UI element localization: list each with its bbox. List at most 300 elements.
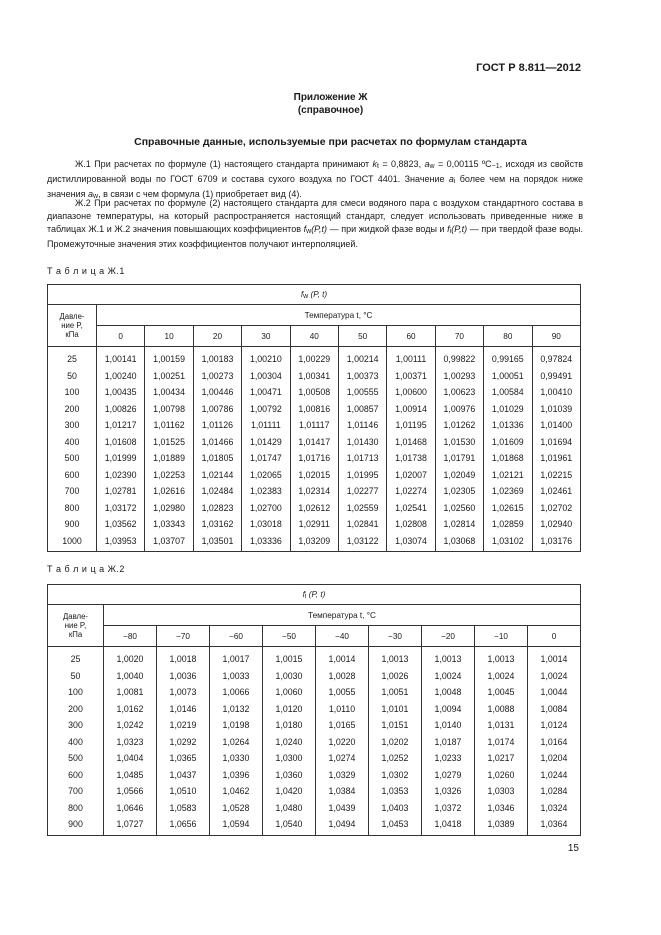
value-cell: 1,0485 (104, 767, 157, 784)
temperature-column-header: −30 (369, 626, 422, 647)
temperature-column-header: 20 (193, 326, 241, 347)
value-cell: 1,0242 (104, 717, 157, 734)
value-cell: 1,0365 (157, 750, 210, 767)
table-row (48, 483, 581, 500)
table-row (48, 417, 581, 434)
symbol-fi-sub: i (449, 228, 452, 235)
table-row (48, 734, 581, 751)
pressure-cell: 300 (48, 417, 97, 434)
paragraph-zh2 (47, 197, 583, 251)
value-cell: 1,03122 (338, 533, 386, 552)
value-cell: 1,0646 (104, 800, 157, 817)
value-cell: 1,0018 (157, 647, 210, 668)
value-cell: 1,0101 (369, 701, 422, 718)
value-cell: 1,00976 (435, 401, 483, 418)
value-cell: 1,01889 (145, 450, 193, 467)
temperature-column-header: 50 (338, 326, 386, 347)
value-cell: 1,02390 (97, 467, 145, 484)
pressure-cell: 100 (48, 684, 104, 701)
value-cell: 1,0330 (210, 750, 263, 767)
pressure-label-line: кПа (68, 630, 83, 639)
pressure-cell: 900 (48, 816, 104, 835)
value-cell: 1,03707 (145, 533, 193, 552)
value-cell: 1,0324 (528, 800, 581, 817)
pressure-cell: 600 (48, 467, 97, 484)
pressure-cell: 50 (48, 668, 104, 685)
value-cell: 1,02823 (193, 500, 241, 517)
value-cell: 1,00251 (145, 368, 193, 385)
value-cell: 1,0346 (475, 800, 528, 817)
temperature-column-header: −10 (475, 626, 528, 647)
text-run: Ж.2 При расчетах по формуле (2) настоящего стандарта для смеси водяного пара с воздухом стандартного состава в диапазоне температуры, на который распространяется настоящий стандарт, следует использовать приведенные ниже в таблицах Ж.1 и Ж.2 значения повышающих коэффициентов (47, 198, 583, 234)
value-cell: 1,01117 (290, 417, 338, 434)
value-cell: 1,0151 (369, 717, 422, 734)
value-cell: 1,00584 (484, 384, 532, 401)
value-cell: 1,0389 (475, 816, 528, 835)
value-cell: 1,0303 (475, 783, 528, 800)
value-cell: 1,00141 (97, 347, 145, 368)
value-cell: 1,00857 (338, 401, 386, 418)
value-cell: 1,0024 (475, 668, 528, 685)
value-cell: 1,00555 (338, 384, 386, 401)
symbol-fi-args: (P,t) (451, 224, 468, 234)
table-row (48, 434, 581, 451)
value-cell: 1,0364 (528, 816, 581, 835)
value-cell: 1,00111 (387, 347, 435, 368)
value-cell: 1,0403 (369, 800, 422, 817)
value-cell: 1,02065 (242, 467, 290, 484)
pressure-cell: 200 (48, 701, 104, 718)
temperature-column-header: 40 (290, 326, 338, 347)
annex-title: Приложение Ж (293, 92, 368, 103)
value-cell: 1,00273 (193, 368, 241, 385)
value-cell: 1,00229 (290, 347, 338, 368)
value-cell: 1,03501 (193, 533, 241, 552)
pressure-cell: 700 (48, 483, 97, 500)
value-cell: 1,01608 (97, 434, 145, 451)
value-cell: 1,0162 (104, 701, 157, 718)
value-cell: 1,0462 (210, 783, 263, 800)
value-cell: 1,01609 (484, 434, 532, 451)
symbol-aw-sub: w (93, 193, 99, 200)
value-cell: 1,0013 (475, 647, 528, 668)
value-cell: 1,02616 (145, 483, 193, 500)
value-cell: 1,0140 (422, 717, 475, 734)
value-cell: 1,02940 (532, 516, 580, 533)
value-cell: 1,0656 (157, 816, 210, 835)
value-cell: 1,00471 (242, 384, 290, 401)
value-cell: 1,0326 (422, 783, 475, 800)
value-cell: 1,0329 (316, 767, 369, 784)
value-cell: 1,0036 (157, 668, 210, 685)
value-cell: 1,02541 (387, 500, 435, 517)
table2-function-header (48, 585, 581, 605)
value-cell: 1,00786 (193, 401, 241, 418)
value-cell: 1,02305 (435, 483, 483, 500)
func-symbol: f (302, 590, 305, 599)
table-row (48, 384, 581, 401)
value-cell: 1,0437 (157, 767, 210, 784)
value-cell: 1,0044 (528, 684, 581, 701)
pressure-cell: 50 (48, 368, 97, 385)
value-cell: 1,01995 (338, 467, 386, 484)
value-cell: 1,0220 (316, 734, 369, 751)
value-cell: 1,00798 (145, 401, 193, 418)
value-cell: 1,02615 (484, 500, 532, 517)
value-cell: 1,02383 (242, 483, 290, 500)
value-cell: 1,01868 (484, 450, 532, 467)
value-cell: 1,00341 (290, 368, 338, 385)
value-cell: 1,0292 (157, 734, 210, 751)
symbol-k: k (372, 159, 378, 169)
func-args: (P, t) (308, 590, 326, 599)
value-cell: 1,0404 (104, 750, 157, 767)
value-cell: 1,01111 (242, 417, 290, 434)
value-cell: 1,0453 (369, 816, 422, 835)
value-cell: 1,03172 (97, 500, 145, 517)
value-cell: 1,02007 (387, 467, 435, 484)
value-cell: 1,0146 (157, 701, 210, 718)
pressure-label-line: ние P, (61, 321, 83, 330)
pressure-cell: 200 (48, 401, 97, 418)
value-cell: 1,0302 (369, 767, 422, 784)
pressure-cell: 400 (48, 434, 97, 451)
temperature-column-header: −80 (104, 626, 157, 647)
value-cell: 1,01430 (338, 434, 386, 451)
value-cell: 1,02841 (338, 516, 386, 533)
table-row (48, 500, 581, 517)
func-subscript: i (304, 593, 307, 600)
value-cell: 1,0418 (422, 816, 475, 835)
value-cell: 1,0081 (104, 684, 157, 701)
func-args: (P, t) (310, 290, 328, 299)
value-cell: 1,03102 (484, 533, 532, 552)
value-cell: 1,00446 (193, 384, 241, 401)
value-cell: 1,02781 (97, 483, 145, 500)
value-cell: 1,02911 (290, 516, 338, 533)
table-row (48, 783, 581, 800)
symbol-fw-sub: w (306, 228, 312, 235)
table-row (48, 750, 581, 767)
value-cell: 1,0528 (210, 800, 263, 817)
value-cell: 1,02484 (193, 483, 241, 500)
value-cell: 1,00240 (97, 368, 145, 385)
value-cell: 1,0396 (210, 767, 263, 784)
value-cell: 1,0055 (316, 684, 369, 701)
value-cell: 1,0033 (210, 668, 263, 685)
value-cell: 1,01805 (193, 450, 241, 467)
symbol-k-sub: t (377, 163, 379, 170)
value-cell: 1,01262 (435, 417, 483, 434)
value-cell: 1,0088 (475, 701, 528, 718)
table1-function-header (48, 285, 581, 305)
value-cell: 1,02277 (338, 483, 386, 500)
table-row (48, 516, 581, 533)
value-cell: 1,03162 (193, 516, 241, 533)
value-cell: 0,99822 (435, 347, 483, 368)
symbol-aw: a (87, 189, 93, 199)
standard-id: ГОСТ Р 8.811—2012 (476, 62, 581, 74)
pressure-label-line: кПа (65, 330, 79, 339)
symbol-ai: a (448, 174, 454, 184)
value-cell: 1,0060 (263, 684, 316, 701)
value-cell: 1,01738 (387, 450, 435, 467)
value-cell: 1,01694 (532, 434, 580, 451)
value-cell: 1,01530 (435, 434, 483, 451)
symbol-a: a (424, 159, 430, 169)
value-cell: 1,0279 (422, 767, 475, 784)
value-cell: 1,00508 (290, 384, 338, 401)
table-row (48, 450, 581, 467)
func-symbol: f (300, 290, 304, 299)
value-cell: 1,03068 (435, 533, 483, 552)
value-cell: 1,00210 (242, 347, 290, 368)
value-cell: 1,01713 (338, 450, 386, 467)
value-cell: 1,0048 (422, 684, 475, 701)
value-cell: 1,01146 (338, 417, 386, 434)
value-cell: 1,0030 (263, 668, 316, 685)
value-cell: 1,02215 (532, 467, 580, 484)
value-cell: 1,01162 (145, 417, 193, 434)
pressure-cell: 800 (48, 800, 104, 817)
value-cell: 1,01336 (484, 417, 532, 434)
pressure-cell: 700 (48, 783, 104, 800)
value-cell: 1,0583 (157, 800, 210, 817)
page-number: 15 (567, 843, 579, 854)
text-run: Ж.1 При расчетах по формуле (1) настоящего стандарта принимают (75, 159, 373, 169)
value-cell: 1,02808 (387, 516, 435, 533)
value-cell: 1,0217 (475, 750, 528, 767)
value-cell: 1,01961 (532, 450, 580, 467)
value-cell: 1,00914 (387, 401, 435, 418)
table2 (47, 584, 581, 836)
value-cell: 1,00435 (97, 384, 145, 401)
text-run: , исходя из свойств дистиллированной воды по ГОСТ 6709 и состава сухого воздуха по ГОСТ 4401. Значение (47, 159, 583, 184)
value-cell: 1,02253 (145, 467, 193, 484)
table-row (48, 767, 581, 784)
value-cell: 1,03336 (242, 533, 290, 552)
temperature-column-header: 10 (145, 326, 193, 347)
value-cell: 1,00183 (193, 347, 241, 368)
value-cell: 1,0233 (422, 750, 475, 767)
table2-temperature-header: Температура t, °С (104, 605, 581, 626)
value-cell: 1,0360 (263, 767, 316, 784)
value-cell: 1,0094 (422, 701, 475, 718)
value-cell: 1,0165 (316, 717, 369, 734)
table2-pressure-header (48, 605, 104, 647)
value-cell: 1,0124 (528, 717, 581, 734)
value-cell: 1,03176 (532, 533, 580, 552)
value-cell: 1,02560 (435, 500, 483, 517)
symbol-ai-sub: i (453, 178, 456, 185)
value-cell: 1,02980 (145, 500, 193, 517)
value-cell: 1,0219 (157, 717, 210, 734)
pressure-label-line: ние P, (64, 621, 87, 630)
text-run: = 0,8823, (378, 159, 425, 169)
text-run: — при жидкой фазе воды и (327, 224, 448, 234)
value-cell: 1,01400 (532, 417, 580, 434)
temperature-column-header: −60 (210, 626, 263, 647)
pressure-label-line: Давле- (62, 612, 89, 621)
value-cell: 1,0132 (210, 701, 263, 718)
value-cell: 1,0066 (210, 684, 263, 701)
value-cell: 1,00051 (484, 368, 532, 385)
temperature-column-header: −50 (263, 626, 316, 647)
value-cell: 1,0164 (528, 734, 581, 751)
value-cell: 1,0028 (316, 668, 369, 685)
value-cell: 1,0015 (263, 647, 316, 668)
value-cell: 1,0494 (316, 816, 369, 835)
symbol-a-sub: w (429, 163, 435, 170)
value-cell: 1,02369 (484, 483, 532, 500)
func-subscript: w (303, 293, 309, 300)
value-cell: 1,0300 (263, 750, 316, 767)
text-run: — при твердой фазе воды. Промежуточные значения этих коэффициентов получают интерполяцией. (47, 224, 583, 249)
unit-exponent: −1 (491, 163, 500, 170)
value-cell: 1,0120 (263, 701, 316, 718)
pressure-cell: 500 (48, 450, 97, 467)
value-cell: 1,00373 (338, 368, 386, 385)
symbol-fw-args: (P,t) (311, 224, 328, 234)
table-row (48, 668, 581, 685)
value-cell: 1,00371 (387, 368, 435, 385)
text-run: более чем на порядок ниже значения (47, 174, 583, 199)
text-run: , в связи с чем формула (1) приобретает вид (4). (98, 189, 302, 199)
value-cell: 1,0026 (369, 668, 422, 685)
value-cell: 1,01999 (97, 450, 145, 467)
value-cell: 1,00304 (242, 368, 290, 385)
value-cell: 1,0110 (316, 701, 369, 718)
value-cell: 1,01039 (532, 401, 580, 418)
value-cell: 1,01468 (387, 434, 435, 451)
section-heading: Справочные данные, используемые при расчетах по формулам стандарта (134, 136, 527, 148)
value-cell: 1,0187 (422, 734, 475, 751)
table-row (48, 533, 581, 552)
value-cell: 0,97824 (532, 347, 580, 368)
table-row (48, 684, 581, 701)
value-cell: 1,00214 (338, 347, 386, 368)
value-cell: 1,0439 (316, 800, 369, 817)
value-cell: 1,00792 (242, 401, 290, 418)
table-row (48, 800, 581, 817)
temperature-column-header: 60 (387, 326, 435, 347)
value-cell: 1,01126 (193, 417, 241, 434)
value-cell: 1,0384 (316, 783, 369, 800)
symbol-fw: f (303, 224, 307, 234)
pressure-cell: 25 (48, 347, 97, 368)
value-cell: 1,0252 (369, 750, 422, 767)
value-cell: 1,02859 (484, 516, 532, 533)
value-cell: 1,01195 (387, 417, 435, 434)
value-cell: 1,0013 (369, 647, 422, 668)
value-cell: 1,0566 (104, 783, 157, 800)
value-cell: 1,0024 (422, 668, 475, 685)
pressure-cell: 600 (48, 767, 104, 784)
annex-block (0, 91, 661, 117)
pressure-cell: 500 (48, 750, 104, 767)
value-cell: 1,02461 (532, 483, 580, 500)
value-cell: 1,0014 (316, 647, 369, 668)
value-cell: 1,01716 (290, 450, 338, 467)
value-cell: 1,02144 (193, 467, 241, 484)
value-cell: 1,03343 (145, 516, 193, 533)
value-cell: 1,01429 (242, 434, 290, 451)
value-cell: 1,03562 (97, 516, 145, 533)
value-cell: 1,0510 (157, 783, 210, 800)
value-cell: 1,0131 (475, 717, 528, 734)
value-cell: 1,00600 (387, 384, 435, 401)
value-cell: 1,0198 (210, 717, 263, 734)
value-cell: 1,0017 (210, 647, 263, 668)
value-cell: 1,0540 (263, 816, 316, 835)
value-cell: 1,0013 (422, 647, 475, 668)
value-cell: 0,99491 (532, 368, 580, 385)
value-cell: 1,0174 (475, 734, 528, 751)
table1-temperature-header: Температура t, °С (97, 305, 581, 326)
value-cell: 1,00816 (290, 401, 338, 418)
value-cell: 1,0014 (528, 647, 581, 668)
value-cell: 1,02015 (290, 467, 338, 484)
table1 (47, 284, 581, 552)
value-cell: 1,02314 (290, 483, 338, 500)
value-cell: 1,02274 (387, 483, 435, 500)
table-row (48, 647, 581, 668)
value-cell: 1,0202 (369, 734, 422, 751)
value-cell: 1,02612 (290, 500, 338, 517)
table-row (48, 368, 581, 385)
value-cell: 1,0051 (369, 684, 422, 701)
value-cell: 1,0024 (528, 668, 581, 685)
value-cell: 1,0020 (104, 647, 157, 668)
temperature-column-header: 0 (97, 326, 145, 347)
temperature-column-header: 80 (484, 326, 532, 347)
value-cell: 1,00826 (97, 401, 145, 418)
value-cell: 1,02700 (242, 500, 290, 517)
value-cell: 1,0284 (528, 783, 581, 800)
value-cell: 1,03074 (387, 533, 435, 552)
value-cell: 1,00434 (145, 384, 193, 401)
pressure-cell: 100 (48, 384, 97, 401)
value-cell: 1,01417 (290, 434, 338, 451)
pressure-cell: 400 (48, 734, 104, 751)
table1-pressure-header (48, 305, 97, 347)
value-cell: 1,0323 (104, 734, 157, 751)
value-cell: 1,01525 (145, 434, 193, 451)
value-cell: 1,00410 (532, 384, 580, 401)
temperature-column-header: 0 (528, 626, 581, 647)
value-cell: 1,0084 (528, 701, 581, 718)
value-cell: 1,0594 (210, 816, 263, 835)
value-cell: 1,0045 (475, 684, 528, 701)
table-row (48, 467, 581, 484)
value-cell: 1,0480 (263, 800, 316, 817)
value-cell: 1,02814 (435, 516, 483, 533)
text-run: = 0,00115 ºС (434, 159, 492, 169)
pressure-cell: 25 (48, 647, 104, 668)
value-cell: 1,0353 (369, 783, 422, 800)
value-cell: 1,0180 (263, 717, 316, 734)
value-cell: 1,02702 (532, 500, 580, 517)
value-cell: 0,99165 (484, 347, 532, 368)
annex-subtitle: (справочное) (297, 105, 364, 116)
value-cell: 1,02121 (484, 467, 532, 484)
pressure-cell: 800 (48, 500, 97, 517)
table1-caption: Т а б л и ц а Ж.1 (47, 266, 125, 276)
value-cell: 1,01466 (193, 434, 241, 451)
symbol-fi: f (447, 224, 450, 234)
value-cell: 1,0264 (210, 734, 263, 751)
pressure-cell: 900 (48, 516, 97, 533)
